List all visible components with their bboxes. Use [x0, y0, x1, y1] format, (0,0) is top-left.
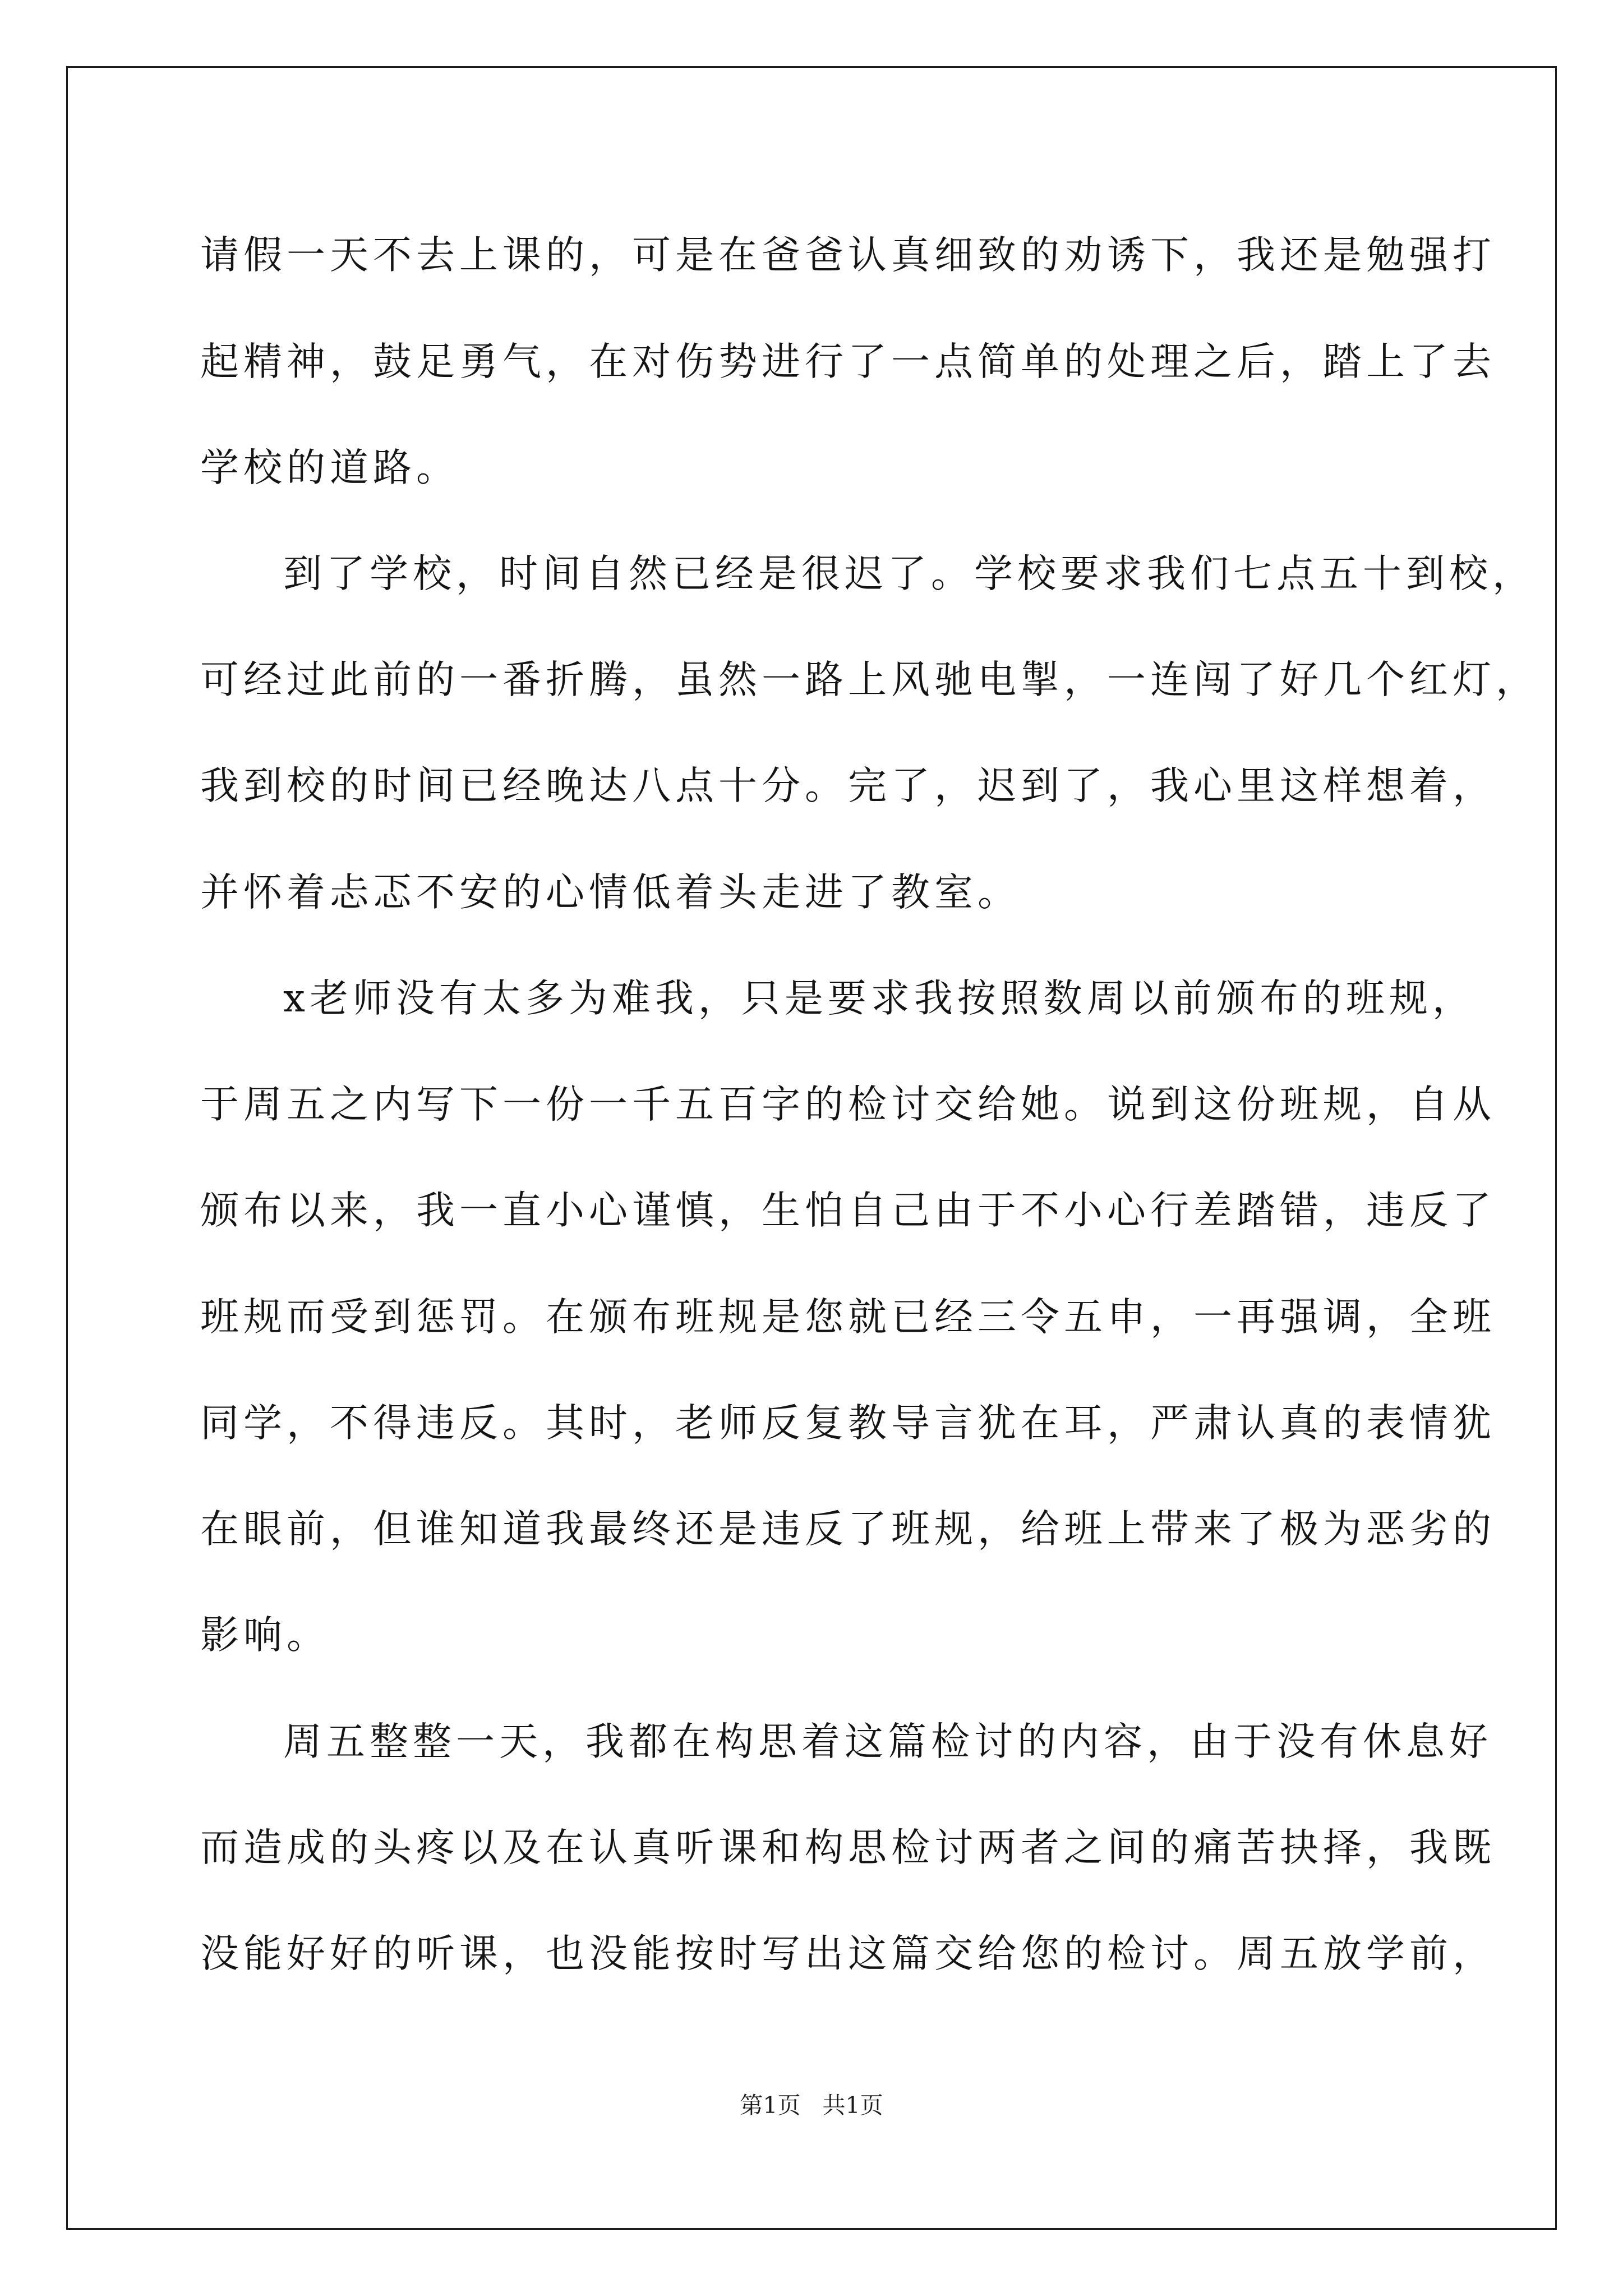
paragraph-line: 请假一天不去上课的，可是在爸爸认真细致的劝诱下，我还是勉强打: [200, 233, 1496, 278]
paragraph-line: 可经过此前的一番折腾，虽然一路上风驰电掣，一连闯了好几个红灯，: [200, 657, 1539, 702]
paragraph-line: 学校的道路。: [200, 445, 459, 490]
paragraph-line: 没能好好的听课，也没能按时写出这篇交给您的检讨。周五放学前，: [200, 1931, 1496, 1976]
paragraph-line: 影响。: [200, 1613, 330, 1658]
paragraph-line: 颁布以来，我一直小心谨慎，生怕自己由于不小心行差踏错，违反了: [200, 1188, 1496, 1233]
paragraph-line: 班规而受到惩罚。在颁布班规是您就已经三令五申，一再强调，全班: [200, 1295, 1496, 1340]
paragraph-line: 在眼前，但谁知道我最终还是违反了班规，给班上带来了极为恶劣的: [200, 1507, 1496, 1552]
page-number-footer: 第1页 共1页: [740, 2092, 883, 2119]
paragraph-line: 周五整整一天，我都在构思着这篇检讨的内容，由于没有休息好: [283, 1719, 1492, 1764]
paragraph-line: 同学，不得违反。其时，老师反复教导言犹在耳，严肃认真的表情犹: [200, 1401, 1496, 1446]
paragraph-line: 并怀着忐忑不安的心情低着头走进了教室。: [200, 870, 1021, 915]
paragraph-line: 而造成的头疼以及在认真听课和构思检讨两者之间的痛苦抉择，我既: [200, 1825, 1496, 1870]
paragraph-line: 起精神，鼓足勇气，在对伤势进行了一点简单的处理之后，踏上了去: [200, 339, 1496, 384]
paragraph-line: 于周五之内写下一份一千五百字的检讨交给她。说到这份班规，自从: [200, 1082, 1496, 1127]
paragraph-line: 我到校的时间已经晚达八点十分。完了，迟到了，我心里这样想着，: [200, 763, 1496, 808]
paragraph-line: 到了学校，时间自然已经是很迟了。学校要求我们七点五十到校，: [283, 551, 1536, 596]
paragraph-line: x老师没有太多为难我，只是要求我按照数周以前颁布的班规，: [283, 976, 1476, 1021]
